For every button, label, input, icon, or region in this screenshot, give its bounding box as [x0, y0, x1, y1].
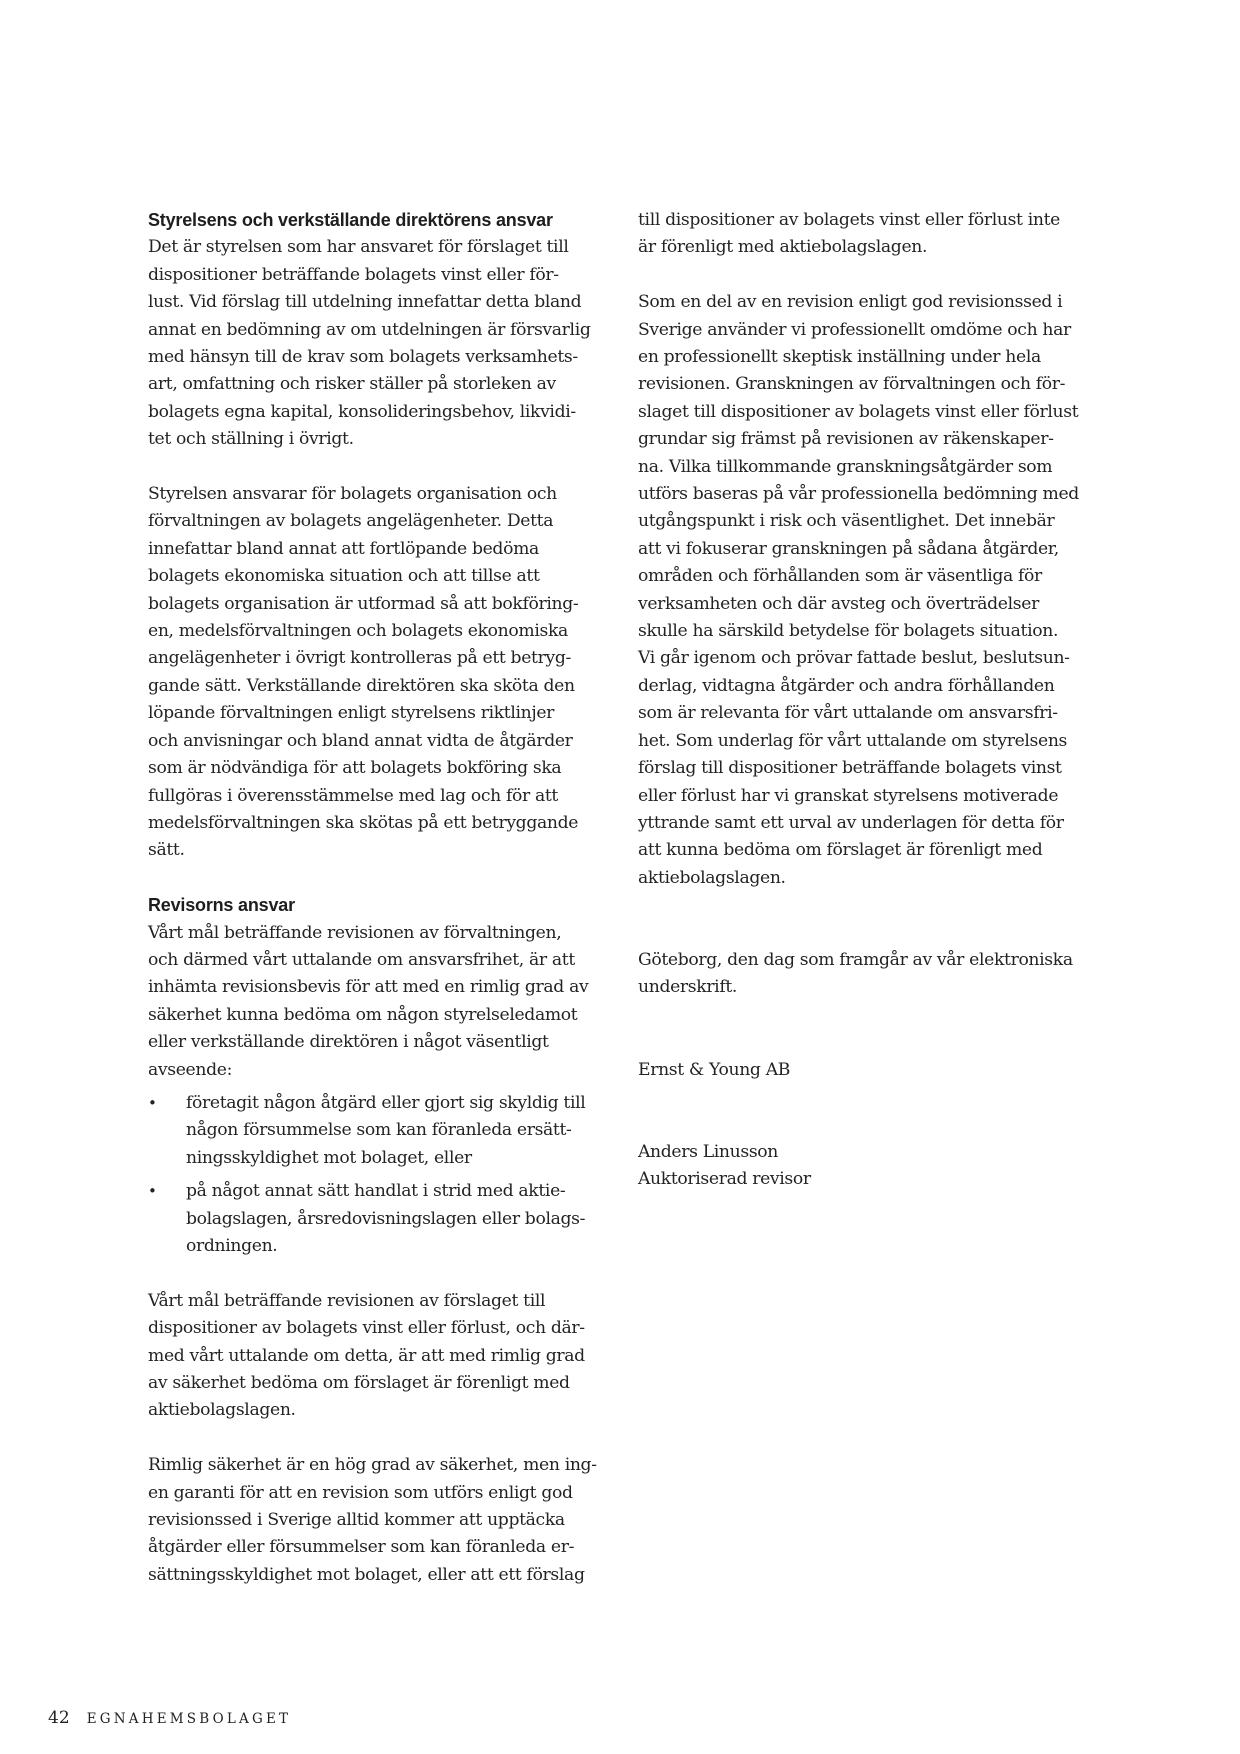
text-line: aktiebolagslagen. [148, 1400, 296, 1421]
text-line: aktiebolagslagen. [638, 867, 786, 888]
paragraph-continuation [638, 207, 1108, 262]
paragraph-proposal-objective [148, 1288, 618, 1425]
text-line: att vi fokuserar granskningen på sådana åtgärder, [638, 538, 1059, 559]
text-line: Det är styrelsen som har ansvaret för förslaget till [148, 237, 569, 258]
paragraph-spacer [638, 892, 1108, 947]
text-line: lust. Vid förslag till utdelning innefattar detta bland [148, 292, 582, 313]
text-line: åtgärder eller försummelser som kan föranleda er- [148, 1537, 575, 1558]
text-line: att kunna bedöma om förslaget är förenligt med [638, 840, 1043, 861]
text-line: företagit någon åtgärd eller gjort sig skyldig till [186, 1092, 586, 1113]
text-line: tet och ställning i övrigt. [148, 429, 354, 450]
bullet-icon: • [148, 1182, 157, 1201]
text-line: slaget till dispositioner av bolagets vinst eller förlust [638, 401, 1079, 422]
paragraph-board-proposal [148, 234, 618, 453]
text-line: gande sätt. Verkställande direktören ska sköta den [148, 675, 575, 696]
text-line: ningsskyldighet mot bolaget, eller [186, 1147, 472, 1168]
text-line: verksamheten och där avsteg och överträdelser [638, 593, 1039, 614]
text-line: annat en bedömning av om utdelningen är försvarlig [148, 319, 591, 340]
text-line: med hänsyn till de krav som bolagets verksamhets- [148, 347, 578, 368]
text-line: Vårt mål beträffande revisionen av förslaget till [148, 1290, 546, 1311]
text-line: revisionssed i Sverige alltid kommer att upptäcka [148, 1510, 565, 1531]
text-line: yttrande samt ett urval av underlagen för detta för [638, 812, 1064, 833]
bullet-icon: • [148, 1093, 157, 1112]
text-line: underskrift. [638, 977, 738, 998]
text-line: Vi går igenom och prövar fattade beslut, beslutsun- [638, 648, 1070, 669]
right-column [638, 207, 1108, 1194]
text-line: löpande förvaltningen enligt styrelsens riktlinjer [148, 703, 555, 724]
text-line: sättningsskyldighet mot bolaget, eller att ett förslag [148, 1564, 585, 1585]
paragraph-spacer [638, 1084, 1108, 1139]
paragraph-audit-objective [148, 920, 618, 1084]
text-line: på något annat sätt handlat i strid med aktie- [186, 1181, 566, 1202]
text-line: områden och förhållanden som är väsentliga för [638, 566, 1042, 587]
text-line: och anvisningar och bland annat vidta de åtgärder [148, 730, 573, 751]
text-line: Rimlig säkerhet är en hög grad av säkerhet, men ing- [148, 1455, 597, 1476]
text-line: förslag till dispositioner beträffande bolagets vinst [638, 758, 1062, 779]
text-line: na. Vilka tillkommande granskningsåtgärder som [638, 456, 1053, 477]
text-line: bolagets organisation är utformad så att bokföring- [148, 593, 579, 614]
text-line: Som en del av en revision enligt god revisionssed i [638, 292, 1063, 313]
bullet-list-item [148, 1090, 618, 1172]
bullet-list-item [148, 1178, 618, 1260]
text-line: säkerhet kunna bedöma om någon styrelseledamot [148, 1004, 578, 1025]
text-line: Göteborg, den dag som framgår av vår elektroniska [638, 949, 1073, 970]
text-line: en professionellt skeptisk inställning under hela [638, 347, 1041, 368]
text-line: Styrelsen ansvarar för bolagets organisation och [148, 484, 557, 505]
text-line: angelägenheter i övrigt kontrolleras på ett betryg- [148, 648, 571, 669]
text-line: het. Som underlag för vårt uttalande om styrelsens [638, 730, 1068, 751]
publication-name: EGNAHEMSBOLAGET [86, 1711, 292, 1727]
text-line: innefattar bland annat att fortlöpande bedöma [148, 538, 539, 559]
text-line: bolagets egna kapital, konsolideringsbehov, likvidi- [148, 401, 576, 422]
text-line: revisionen. Granskningen av förvaltningen och för- [638, 374, 1066, 395]
paragraph-spacer [148, 865, 618, 892]
text-line: ordningen. [186, 1236, 278, 1256]
text-line: en, medelsförvaltningen och bolagets ekonomiska [148, 621, 568, 642]
text-line: till dispositioner av bolagets vinst eller förlust inte [638, 210, 1060, 230]
text-line: derlag, vidtagna åtgärder och andra förhållanden [638, 675, 1055, 696]
text-line: är förenligt med aktiebolagslagen. [638, 237, 928, 258]
text-line: avseende: [148, 1059, 233, 1080]
text-line: med vårt uttalande om detta, är att med rimlig grad [148, 1345, 585, 1366]
text-line: bolagslagen, årsredovisningslagen eller bolags- [186, 1208, 586, 1229]
text-line: dispositioner beträffande bolagets vinst eller för- [148, 264, 559, 285]
section-heading-board-responsibility: Styrelsens och verkställande direktörens ansvar [148, 210, 553, 230]
text-line: och därmed vårt uttalande om ansvarsfrihet, är att [148, 949, 575, 970]
signatory-name: Anders Linusson [638, 1141, 779, 1162]
page-footer [48, 1708, 291, 1728]
text-line: förvaltningen av bolagets angelägenheter. Detta [148, 511, 554, 532]
paragraph-reasonable-assurance [148, 1452, 618, 1589]
text-line: bolagets ekonomiska situation och att tillse att [148, 566, 540, 587]
text-line: fullgöras i överensstämmelse med lag och för att [148, 785, 558, 806]
signatory-title: Auktoriserad revisor [638, 1169, 811, 1190]
page-number: 42 [48, 1708, 70, 1728]
text-line: utgångspunkt i risk och väsentlighet. Det innebär [638, 511, 1055, 532]
text-line: sätt. [148, 840, 185, 861]
text-line: medelsförvaltningen ska skötas på ett betryggande [148, 812, 579, 833]
audit-firm-name: Ernst & Young AB [638, 1059, 791, 1080]
text-line: som är relevanta för vårt uttalande om ansvarsfri- [638, 703, 1058, 724]
text-line: art, omfattning och risker ställer på storleken av [148, 374, 556, 395]
paragraph-spacer [148, 1260, 618, 1287]
paragraph-board-organisation [148, 481, 618, 865]
paragraph-spacer [638, 262, 1108, 289]
text-line: av säkerhet bedöma om förslaget är förenligt med [148, 1373, 570, 1394]
text-line: någon försummelse som kan föranleda ersätt- [186, 1120, 572, 1141]
text-line: som är nödvändiga för att bolagets bokföring ska [148, 758, 562, 779]
text-line: inhämta revisionsbevis för att med en rimlig grad av [148, 977, 589, 998]
text-line: eller förlust har vi granskat styrelsens motiverade [638, 785, 1059, 806]
text-line: dispositioner av bolagets vinst eller förlust, och där- [148, 1318, 585, 1339]
paragraph-spacer [148, 1425, 618, 1452]
text-line: Vårt mål beträffande revisionen av förvaltningen, [148, 922, 562, 943]
section-heading-auditor-responsibility: Revisorns ansvar [148, 895, 295, 916]
paragraph-spacer [638, 1002, 1108, 1057]
text-line: en garanti för att en revision som utförs enligt god [148, 1482, 573, 1503]
text-line: utförs baseras på vår professionella bedömning med [638, 484, 1079, 505]
text-line: grundar sig främst på revisionen av räkenskaper- [638, 429, 1054, 450]
paragraph-spacer [148, 454, 618, 481]
text-line: eller verkställande direktören i något väsentligt [148, 1032, 549, 1053]
signature-place-date [638, 947, 1108, 1002]
text-line: Sverige använder vi professionellt omdöme och har [638, 319, 1071, 340]
left-column [148, 207, 618, 1589]
text-line: skulle ha särskild betydelse för bolagets situation. [638, 621, 1059, 642]
paragraph-audit-approach [638, 289, 1108, 892]
